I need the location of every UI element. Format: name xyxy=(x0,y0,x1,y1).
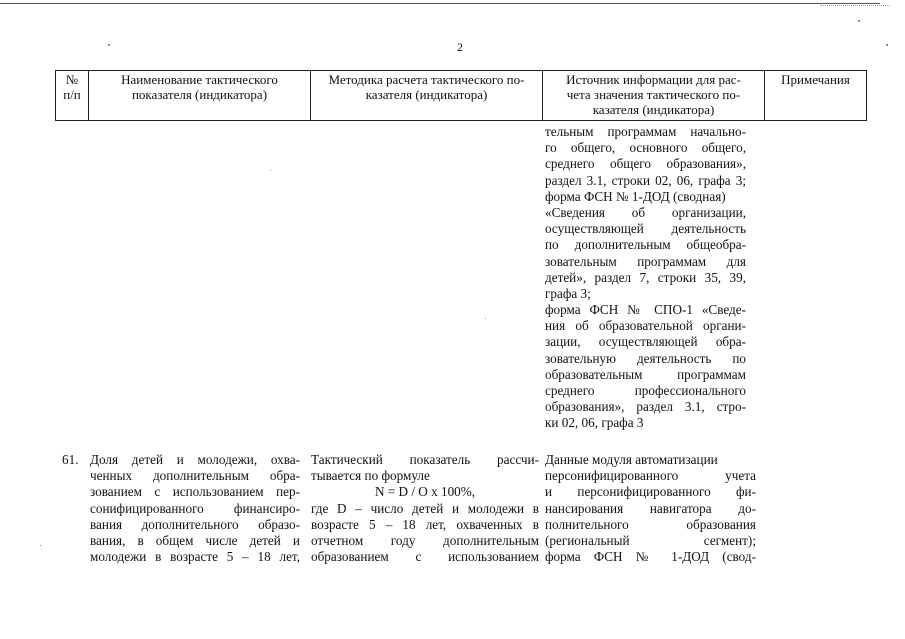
indicator-name-text xyxy=(90,452,300,565)
header-calculation-method-column: Методика расчета тактического по- казателя (индикатора) xyxy=(311,71,543,120)
text-line: образования», раздел 3.1, стро- xyxy=(545,399,746,415)
text-line: «Сведения об организации, xyxy=(545,204,746,220)
scan-speck xyxy=(40,545,41,546)
text-line: и персонифицированного фи- xyxy=(545,484,756,500)
calculation-method-text xyxy=(311,452,539,565)
scan-speck xyxy=(108,44,110,46)
header-number-column: № п/п xyxy=(56,71,89,120)
text-line: молодежи в возрасте 5 – 18 лет, xyxy=(90,549,300,565)
text-line: осуществляющей деятельность xyxy=(545,221,746,237)
text-line: Тактический показатель рассчи- xyxy=(311,452,539,467)
text-line: форма ФСН № СПО-1 «Сведе- xyxy=(545,302,746,318)
text-line: нансирования навигатора до- xyxy=(545,500,756,516)
text-line: форма ФСН № 1-ДОД (свод- xyxy=(545,549,756,565)
text-line: образованием с использованием xyxy=(311,549,539,565)
text-line: персонифицированного учета xyxy=(545,468,756,484)
text-line: среднего профессионального xyxy=(545,383,746,398)
header-indicator-name-column: Наименование тактического показателя (индикатора) xyxy=(89,71,311,120)
text-line: форма ФСН № 1-ДОД (сводная) xyxy=(545,188,726,204)
header-notes-column: Примечания xyxy=(781,72,850,87)
text-line: по дополнительным общеобра- xyxy=(545,237,746,253)
scan-speck xyxy=(485,318,486,319)
text-line: сонифицированного финансиро- xyxy=(90,500,300,516)
scan-speck xyxy=(270,170,271,171)
text-line: полнительного образования xyxy=(545,516,756,532)
scan-speck xyxy=(858,20,860,22)
scan-speck xyxy=(886,44,888,46)
text-line: ки 02, 06, графа 3 xyxy=(545,415,644,431)
top-border-line-dotted xyxy=(820,5,890,6)
text-line: среднего общего образования», xyxy=(545,156,746,172)
text-line: Доля детей и молодежи, охва- xyxy=(90,452,300,467)
text-line: зованием с использованием пер- xyxy=(90,484,300,500)
text-line: отчетном году дополнительным xyxy=(311,532,539,548)
information-source-text xyxy=(545,452,756,565)
table-header xyxy=(55,70,867,121)
text-line: Данные модуля автоматизации xyxy=(545,452,718,467)
top-border-line xyxy=(0,3,880,4)
page-number: 2 xyxy=(457,40,463,54)
continued-source-text xyxy=(545,124,746,432)
text-line: детей», раздел 7, строки 35, 39, xyxy=(545,269,746,285)
text-line: зовательным программам для xyxy=(545,253,746,269)
text-line: где D – число детей и молодежи в xyxy=(311,500,539,516)
text-line: раздел 3.1, строки 02, 06, графа 3; xyxy=(545,172,746,188)
text-line: зовательную деятельность по xyxy=(545,350,746,366)
formula: N = D / O x 100%, xyxy=(374,484,476,500)
text-line: вания, в общем числе детей и xyxy=(90,532,300,548)
text-line: (региональный сегмент); xyxy=(545,532,756,548)
row-number: 61. xyxy=(62,452,79,467)
text-line: образовательным программам xyxy=(545,366,746,382)
text-line: ченных дополнительным обра- xyxy=(90,468,300,484)
text-line: графа 3; xyxy=(545,285,591,301)
text-line: ния об образовательной органи- xyxy=(545,318,746,334)
text-line: тельным программам начально- xyxy=(545,124,746,139)
header-information-source-column: Источник информации для рас- чета значения тактического по- казателя (индикатора) xyxy=(543,71,765,120)
text-line: возрасте 5 – 18 лет, охваченных в xyxy=(311,516,539,532)
text-line: зации, осуществляющей обра- xyxy=(545,334,746,350)
text-line: вания дополнительного образо- xyxy=(90,516,300,532)
text-line: го общего, основного общего, xyxy=(545,140,746,156)
text-line: тывается по формуле xyxy=(311,468,430,484)
